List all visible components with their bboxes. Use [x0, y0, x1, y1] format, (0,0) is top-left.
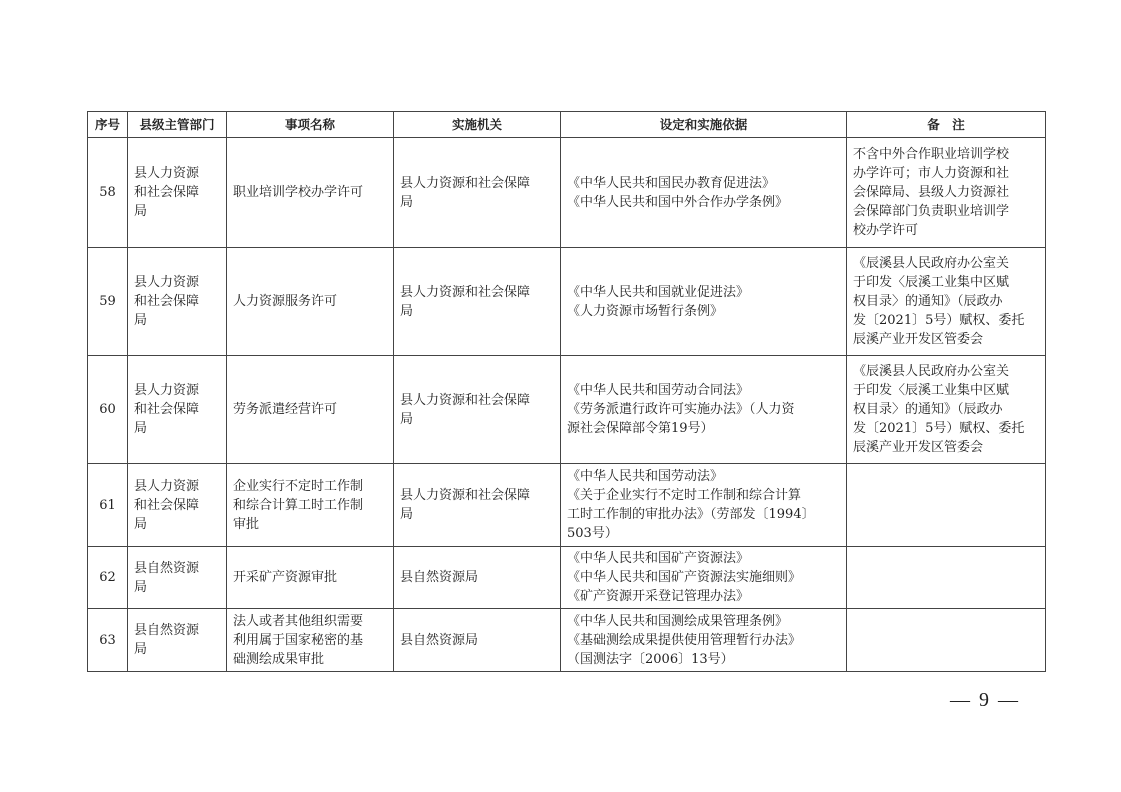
cell-agency	[394, 138, 561, 248]
table-row	[88, 464, 1046, 547]
cell-seq: 60	[88, 356, 128, 464]
cell-basis	[561, 464, 847, 547]
cell-basis-line: 《基础测绘成果提供使用管理暂行办法》	[567, 632, 802, 648]
cell-item-line: 法人或者其他组织需要	[233, 613, 364, 629]
cell-agency-line: 县人力资源和社会保障	[400, 175, 531, 191]
cell-dept	[128, 356, 227, 464]
items-table	[87, 111, 1046, 672]
cell-remark-line: 《辰溪县人民政府办公室关	[853, 364, 1010, 379]
cell-basis-line: （国测法字〔2006〕13号）	[567, 651, 734, 667]
cell-agency-line: 县人力资源和社会保障	[400, 284, 531, 300]
cell-agency-line: 县人力资源和社会保障	[400, 488, 531, 503]
cell-basis-line: 《中华人民共和国测绘成果管理条例》	[567, 613, 789, 629]
cell-seq: 61	[88, 464, 128, 547]
cell-item-line: 开采矿产资源审批	[233, 570, 338, 585]
cell-agency	[394, 464, 561, 547]
cell-dept-line: 县人力资源	[134, 166, 200, 181]
cell-basis	[561, 356, 847, 464]
cell-dept	[128, 464, 227, 547]
cell-remark-line: 于印发〈辰溪工业集中区赋	[853, 275, 1010, 290]
cell-item	[227, 547, 394, 609]
cell-item-line: 和综合计算工时工作制	[233, 497, 364, 513]
cell-dept	[128, 138, 227, 248]
cell-dept-line: 和社会保障	[134, 402, 200, 417]
cell-remark-line: 《辰溪县人民政府办公室关	[853, 256, 1010, 271]
cell-dept-line: 县人力资源	[134, 478, 200, 494]
cell-basis	[561, 138, 847, 248]
cell-dept-line: 县自然资源	[134, 623, 200, 638]
cell-agency	[394, 547, 561, 609]
cell-agency	[394, 248, 561, 356]
cell-remark-line: 会保障部门负责职业培训学	[853, 204, 1010, 219]
cell-agency-line: 县自然资源局	[400, 570, 479, 585]
cell-dept	[128, 248, 227, 356]
cell-remark-line: 不含中外合作职业培训学校	[853, 147, 1010, 162]
cell-basis-line: 《关于企业实行不定时工作制和综合计算	[567, 488, 802, 503]
cell-dept-line: 和社会保障	[134, 294, 200, 309]
header-agency: 实施机关	[394, 112, 561, 138]
cell-basis-line: 《人力资源市场暂行条例》	[567, 303, 724, 319]
cell-dept-line: 局	[134, 642, 148, 657]
header-basis: 设定和实施依据	[561, 112, 847, 138]
cell-item-line: 础测绘成果审批	[233, 651, 325, 667]
table-body	[88, 138, 1046, 672]
header-item: 事项名称	[227, 112, 394, 138]
cell-basis	[561, 547, 847, 609]
cell-dept-line: 和社会保障	[134, 185, 200, 200]
cell-item-line: 职业培训学校办学许可	[233, 185, 364, 200]
cell-agency-line: 县人力资源和社会保障	[400, 392, 531, 408]
cell-remark-line: 权目录〉的通知》（辰政办	[853, 294, 1003, 309]
cell-agency	[394, 356, 561, 464]
cell-basis-line: 503号）	[567, 526, 618, 541]
cell-item-line: 劳务派遣经营许可	[233, 402, 338, 417]
cell-agency-line: 局	[400, 411, 414, 427]
cell-basis-line: 《中华人民共和国民办教育促进法》	[567, 175, 776, 191]
cell-basis-line: 《中华人民共和国矿产资源法》	[567, 551, 750, 566]
cell-basis-line: 《中华人民共和国就业促进法》	[567, 284, 750, 300]
cell-remark-line: 权目录〉的通知》（辰政办	[853, 402, 1003, 417]
cell-agency-line: 县自然资源局	[400, 632, 479, 648]
cell-remark	[847, 609, 1046, 672]
cell-basis-line: 《矿产资源开采登记管理办法》	[567, 589, 750, 604]
cell-dept	[128, 547, 227, 609]
cell-remark	[847, 356, 1046, 464]
cell-remark-line: 校办学许可	[853, 223, 919, 238]
cell-item	[227, 248, 394, 356]
cell-remark-line: 于印发〈辰溪工业集中区赋	[853, 383, 1010, 398]
cell-remark-line: 辰溪产业开发区管委会	[853, 332, 984, 347]
header-seq: 序号	[88, 112, 128, 138]
cell-agency-line: 局	[400, 507, 414, 522]
cell-dept-line: 县自然资源	[134, 560, 200, 576]
cell-dept-line: 和社会保障	[134, 497, 200, 513]
cell-agency-line: 局	[400, 194, 414, 210]
header-remark: 备 注	[847, 112, 1046, 138]
cell-basis-line: 《中华人民共和国矿产资源法实施细则》	[567, 570, 802, 585]
cell-item	[227, 138, 394, 248]
cell-remark	[847, 138, 1046, 248]
cell-basis	[561, 248, 847, 356]
cell-dept-line: 县人力资源	[134, 383, 200, 398]
cell-dept-line: 局	[134, 204, 148, 219]
cell-seq: 59	[88, 248, 128, 356]
table-row	[88, 248, 1046, 356]
cell-basis	[561, 609, 847, 672]
cell-remark-line: 发〔2021〕5号）赋权、委托	[853, 313, 1025, 328]
table-row	[88, 547, 1046, 609]
cell-remark	[847, 248, 1046, 356]
cell-item-line: 利用属于国家秘密的基	[233, 632, 364, 648]
cell-remark-line: 办学许可；市人力资源和社	[853, 166, 1010, 181]
cell-remark-line: 会保障局、县级人力资源社	[853, 185, 1010, 200]
cell-item-line: 企业实行不定时工作制	[233, 478, 364, 494]
cell-dept-line: 县人力资源	[134, 275, 200, 290]
cell-basis-line: 工时工作制的审批办法》（劳部发〔1994〕	[567, 507, 815, 522]
page-number: — 9 —	[950, 689, 1020, 711]
cell-agency-line: 局	[400, 303, 414, 319]
cell-item-line: 审批	[233, 516, 260, 532]
cell-item	[227, 609, 394, 672]
cell-item	[227, 464, 394, 547]
cell-dept-line: 局	[134, 313, 148, 328]
cell-dept-line: 局	[134, 516, 148, 532]
cell-dept-line: 局	[134, 421, 148, 436]
cell-dept-line: 局	[134, 579, 148, 595]
cell-seq: 62	[88, 547, 128, 609]
table-row	[88, 356, 1046, 464]
header-dept: 县级主管部门	[128, 112, 227, 138]
cell-remark-line: 发〔2021〕5号）赋权、委托	[853, 421, 1025, 436]
cell-dept	[128, 609, 227, 672]
cell-item	[227, 356, 394, 464]
cell-basis-line: 《中华人民共和国劳动合同法》	[567, 383, 750, 398]
table-row	[88, 609, 1046, 672]
table-row	[88, 138, 1046, 248]
cell-basis-line: 《中华人民共和国劳动法》	[567, 469, 724, 484]
cell-remark-line: 辰溪产业开发区管委会	[853, 440, 984, 455]
cell-seq: 58	[88, 138, 128, 248]
cell-item-line: 人力资源服务许可	[233, 294, 338, 309]
cell-basis-line: 《劳务派遣行政许可实施办法》（人力资	[567, 402, 795, 417]
cell-agency	[394, 609, 561, 672]
cell-basis-line: 《中华人民共和国中外合作办学条例》	[567, 194, 789, 210]
cell-seq: 63	[88, 609, 128, 672]
cell-remark	[847, 464, 1046, 547]
cell-basis-line: 源社会保障部令第19号）	[567, 421, 714, 436]
cell-remark	[847, 547, 1046, 609]
table-header-row	[88, 112, 1046, 138]
